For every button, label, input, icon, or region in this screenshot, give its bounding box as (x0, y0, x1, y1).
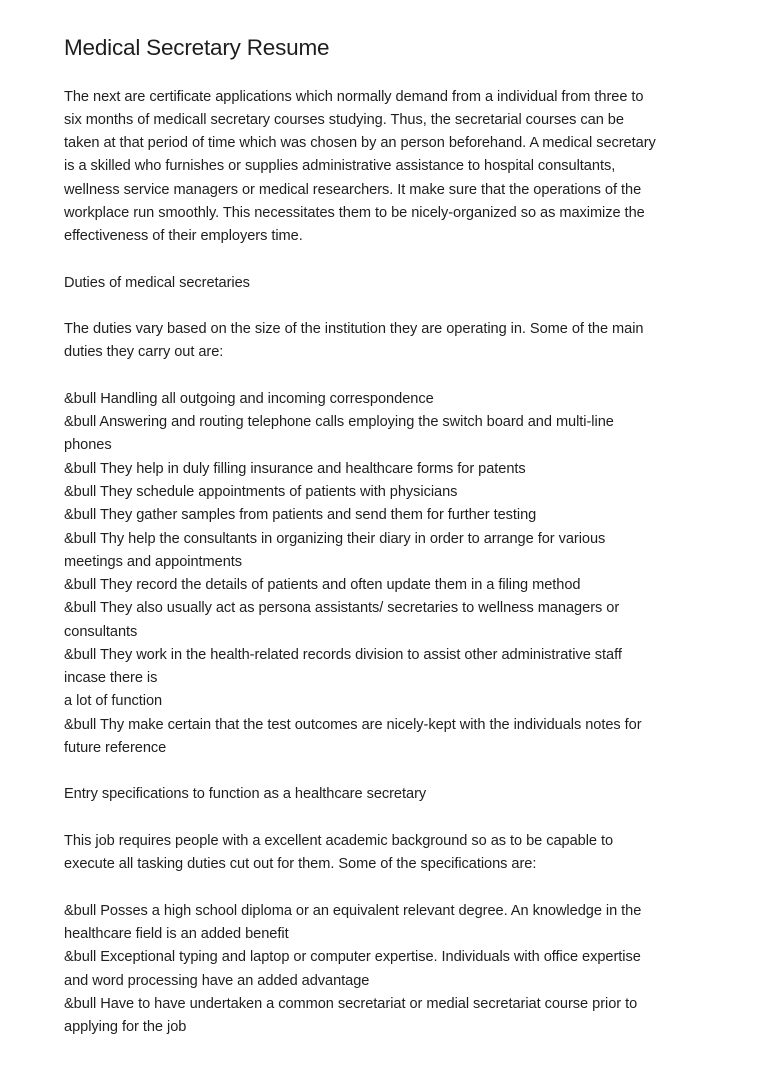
text-line: This job requires people with a excellent academic background so as to be capable to (64, 833, 614, 849)
text-line: taken at that period of time which was chosen by an person beforehand. A medical secretary (64, 135, 656, 152)
text-line: &bull They record the details of patients and often update them in a filing method (64, 577, 581, 594)
text-line: &bull Thy make certain that the test outcomes are nicely-kept with the individuals notes for (64, 716, 642, 733)
text-line: future reference (64, 739, 167, 756)
text-line: Duties of medical secretaries (64, 274, 250, 291)
text-line: effectiveness of their employers time. (64, 228, 303, 245)
text-line: &bull Handling all outgoing and incoming correspondence (64, 390, 434, 407)
text-line: The next are certificate applications which normally demand from a individual from three to (64, 88, 644, 105)
document-body (64, 86, 744, 1040)
text-line: &bull Thy help the consultants in organizing their diary in order to arrange for various (64, 530, 606, 547)
text-line: &bull They also usually act as persona assistants/ secretaries to wellness managers or (64, 600, 620, 617)
text-line: execute all tasking duties cut out for them. Some of the specifications are: (64, 856, 537, 873)
text-line: &bull They gather samples from patients and send them for further testing (64, 507, 537, 524)
page-title: Medical Secretary Resume (64, 35, 330, 60)
text-line: is a skilled who furnishes or supplies administrative assistance to hospital consultants, (64, 158, 616, 175)
text-line: Entry specifications to function as a healthcare secretary (64, 786, 427, 803)
text-line: a lot of function (64, 693, 163, 710)
text-line: wellness service managers or medical researchers. It make sure that the operations of the (64, 181, 642, 198)
text-line: &bull Posses a high school diploma or an equivalent relevant degree. An knowledge in the (64, 902, 642, 919)
text-line: &bull Have to have undertaken a common secretariat or medial secretariat course prior to (64, 995, 638, 1012)
text-line: &bull Exceptional typing and laptop or computer expertise. Individuals with office expertise (64, 949, 641, 966)
text-line: &bull They schedule appointments of patients with physicians (64, 484, 458, 501)
text-line: duties they carry out are: (64, 344, 224, 361)
text-line: meetings and appointments (64, 553, 243, 570)
text-line: &bull They work in the health-related records division to assist other administrative staff (64, 646, 622, 663)
blank-line (64, 807, 744, 830)
blank-line (64, 295, 744, 318)
text-line: healthcare field is an added benefit (64, 926, 289, 943)
text-line: The duties vary based on the size of the institution they are operating in. Some of the main (64, 321, 644, 338)
text-line: incase there is (64, 670, 158, 687)
blank-line (64, 248, 744, 271)
text-line: six months of medicall secretary courses studying. Thus, the secretarial courses can be (64, 111, 624, 128)
text-line: &bull Answering and routing telephone calls employing the switch board and multi-line (64, 414, 614, 431)
text-line: phones (64, 437, 112, 454)
blank-line (64, 365, 744, 388)
text-line: &bull They help in duly filling insurance and healthcare forms for patents (64, 460, 526, 477)
text-line: consultants (64, 623, 138, 640)
text-line: applying for the job (64, 1019, 187, 1036)
blank-line (64, 760, 744, 783)
blank-line (64, 877, 744, 900)
text-line: and word processing have an added advantage (64, 972, 370, 989)
text-line: workplace run smoothly. This necessitates them to be nicely-organized so as maximize the (64, 204, 645, 221)
